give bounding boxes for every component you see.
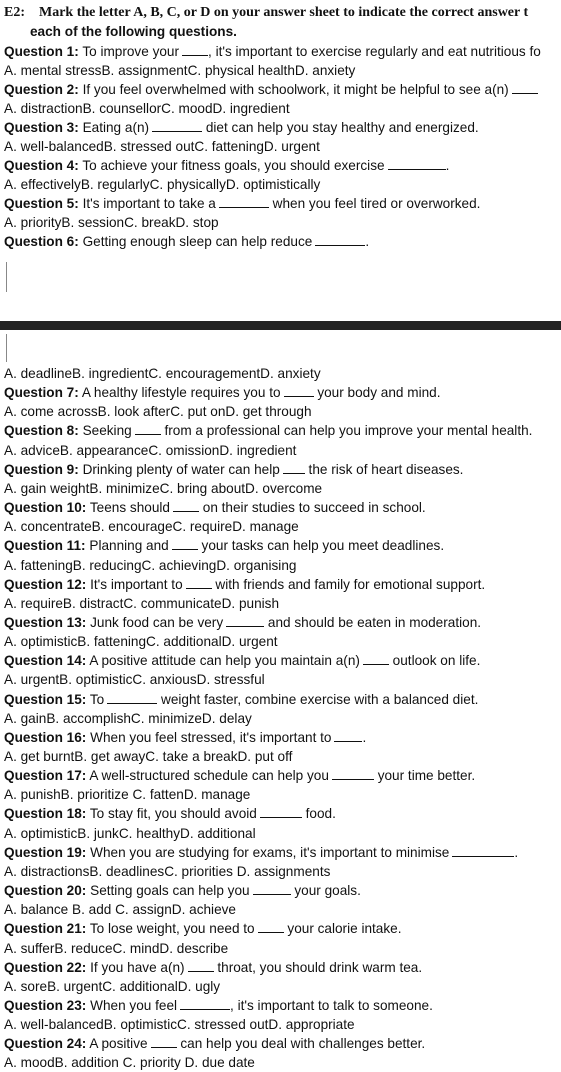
question-number: Question 24: <box>4 1036 87 1052</box>
answer-blank <box>186 576 212 589</box>
question-9 <box>4 460 561 479</box>
options-question-11: A. fatteningB. reducingC. achievingD. organising <box>4 557 297 573</box>
question-text-before: To lose weight, you need to <box>89 921 255 937</box>
question-text-after: diet can help you stay healthy and energized. <box>202 120 479 135</box>
answer-blank <box>283 461 305 474</box>
options-question-3: A. well-balancedB. stressed outC. fatteningD. urgent <box>4 139 320 154</box>
answer-blank <box>315 233 365 246</box>
options-question-15: A. gainB. accomplishC. minimizeD. delay <box>4 710 252 726</box>
answer-blank <box>332 767 374 780</box>
question-number: Question 5: <box>4 196 79 211</box>
options-question-4: A. effectivelyB. regularlyC. physicallyD. optimistically <box>4 177 321 192</box>
question-text-after: can help you deal with challenges better. <box>176 1036 426 1052</box>
question-number: Question 11: <box>4 538 86 554</box>
options-question-16: A. get burntB. get awayC. take a breakD. put off <box>4 749 293 764</box>
question-11 <box>4 536 561 555</box>
question-22 <box>4 958 561 977</box>
answer-blank <box>135 422 161 435</box>
answer-blank <box>107 691 157 704</box>
options-question-22: A. soreB. urgentC. additionalD. ugly <box>4 978 221 994</box>
question-text-before: When you feel <box>90 997 178 1013</box>
question-number: Question 18: <box>4 806 87 822</box>
answer-blank <box>188 959 214 972</box>
question-number: Question 10: <box>4 500 87 516</box>
page-edge-line <box>6 334 7 362</box>
answer-blank <box>284 384 314 397</box>
question-5 <box>4 194 561 213</box>
question-text-after: . <box>445 158 450 173</box>
question-7 <box>4 383 561 402</box>
question-text-after: . <box>514 844 519 860</box>
answer-blank <box>219 195 269 208</box>
question-text-before: A well-structured schedule can help you <box>89 768 329 784</box>
question-10 <box>4 498 561 517</box>
question-number: Question 20: <box>4 883 87 899</box>
answer-blank <box>363 652 389 665</box>
question-text-after: food. <box>301 806 336 822</box>
page-break-divider <box>0 321 561 330</box>
question-text-after: throat, you should drink warm tea. <box>213 959 423 975</box>
question-number: Question 4: <box>4 158 79 173</box>
question-text-after: from a professional can help you improve your mental health. <box>160 423 533 439</box>
options-question-24: A. moodB. addition C. priority D. due date <box>4 1055 255 1071</box>
answer-blank <box>172 537 198 550</box>
question-text-before: If you have a(n) <box>90 959 185 975</box>
question-text-after: with friends and family for emotional support. <box>211 576 486 592</box>
question-text-before: A positive <box>89 1036 148 1052</box>
question-text-after: your time better. <box>373 768 476 784</box>
answer-blank <box>258 920 284 933</box>
question-20 <box>4 881 561 900</box>
question-13 <box>4 613 561 632</box>
page-edge-line <box>6 262 7 292</box>
question-text-after: the risk of heart diseases. <box>304 461 464 477</box>
answer-blank <box>173 499 199 512</box>
exercise-heading <box>4 3 561 22</box>
answer-blank <box>260 805 302 818</box>
question-text-after: your calorie intake. <box>283 921 402 937</box>
options-question-10: A. concentrateB. encourageC. requireD. manage <box>4 519 299 535</box>
question-14 <box>4 651 561 670</box>
options-question-13: A. optimisticB. fatteningC. additionalD. urgent <box>4 634 278 650</box>
question-text-before: Drinking plenty of water can help <box>82 461 280 477</box>
question-number: Question 21: <box>4 921 87 937</box>
question-text-after: on their studies to succeed in school. <box>198 500 426 516</box>
question-15 <box>4 690 561 709</box>
question-16 <box>4 728 561 747</box>
answer-blank <box>151 1035 177 1048</box>
question-number: Question 13: <box>4 614 87 630</box>
question-text-before: It's important to <box>90 576 183 592</box>
options-question-6: A. deadlineB. ingredientC. encouragementD. anxiety <box>4 366 321 381</box>
options-question-1: A. mental stressB. assignmentC. physical healthD. anxiety <box>4 63 356 78</box>
question-3 <box>4 118 561 137</box>
question-text-before: To stay fit, you should avoid <box>89 806 257 822</box>
question-4 <box>4 156 561 175</box>
question-text-before: Setting goals can help you <box>90 883 250 899</box>
question-number: Question 6: <box>4 234 79 249</box>
question-number: Question 22: <box>4 959 87 975</box>
question-text-before: To <box>89 691 105 707</box>
options-question-2: A. distractionB. counsellorC. moodD. ingredient <box>4 101 290 116</box>
question-text-after: and should be eaten in moderation. <box>264 614 482 630</box>
question-text-after: your goals. <box>290 883 361 899</box>
question-21 <box>4 919 561 938</box>
question-text-before: To achieve your fitness goals, you should exercise <box>82 158 385 173</box>
question-24 <box>4 1034 561 1053</box>
question-number: Question 15: <box>4 691 87 707</box>
answer-blank <box>388 157 446 170</box>
question-text-before: Junk food can be very <box>90 614 224 630</box>
question-number: Question 3: <box>4 120 79 135</box>
question-12 <box>4 575 561 594</box>
question-number: Question 14: <box>4 653 87 669</box>
instruction-line-2: each of the following questions. <box>30 24 237 39</box>
question-18 <box>4 804 561 823</box>
question-number: Question 12: <box>4 576 87 592</box>
answer-blank <box>152 119 202 132</box>
question-text-before: Getting enough sleep can help reduce <box>82 234 313 249</box>
question-number: Question 19: <box>4 844 87 860</box>
question-text-after: your body and mind. <box>313 385 441 401</box>
question-text-before: Planning and <box>89 538 169 554</box>
question-text-before: Teens should <box>89 500 170 516</box>
question-text-after: . <box>362 729 367 745</box>
options-question-20: A. balance B. add C. assignD. achieve <box>4 902 236 918</box>
question-text-before: A healthy lifestyle requires you to <box>81 385 281 401</box>
instruction-line-1: Mark the letter A, B, C, or D on your answer sheet to indicate the correct answer t <box>39 5 529 20</box>
question-number: Question 16: <box>4 729 87 745</box>
question-text-after: your tasks can help you meet deadlines. <box>197 538 445 554</box>
question-6 <box>4 232 561 251</box>
question-23 <box>4 996 561 1015</box>
exercise-label: E2: <box>4 5 25 20</box>
question-text-after: , it's important to exercise regularly and eat nutritious fo <box>208 44 541 59</box>
options-question-23: A. well-balancedB. optimisticC. stressed outD. appropriate <box>4 1017 355 1033</box>
question-text-after: when you feel tired or overworked. <box>268 196 481 211</box>
options-question-7: A. come acrossB. look afterC. put onD. get through <box>4 404 312 420</box>
question-text-after: weight faster, combine exercise with a balanced diet. <box>157 691 479 707</box>
question-text-before: When you are studying for exams, it's important to minimise <box>90 844 450 860</box>
answer-blank <box>182 43 208 56</box>
question-number: Question 8: <box>4 423 79 439</box>
answer-blank <box>180 997 230 1010</box>
question-number: Question 2: <box>4 82 79 97</box>
answer-blank <box>452 844 514 857</box>
question-text-before: Seeking <box>82 423 132 439</box>
answer-blank <box>512 81 538 94</box>
question-text-before: If you feel overwhelmed with schoolwork, it might be helpful to see a(n) <box>82 82 509 97</box>
question-19 <box>4 843 561 862</box>
question-text-after: , it's important to talk to someone. <box>230 997 433 1013</box>
question-text-before: It's important to take a <box>82 196 216 211</box>
question-text-before: When you feel stressed, it's important to <box>90 729 332 745</box>
question-text-after: outlook on life. <box>388 653 481 669</box>
answer-blank <box>253 882 291 895</box>
question-8 <box>4 421 561 440</box>
question-number: Question 23: <box>4 997 87 1013</box>
options-question-12: A. requireB. distractC. communicateD. punish <box>4 595 280 611</box>
question-number: Question 7: <box>4 385 79 401</box>
question-text-before: To improve your <box>82 44 180 59</box>
question-number: Question 9: <box>4 461 79 477</box>
question-number: Question 1: <box>4 44 79 59</box>
question-1 <box>4 42 561 61</box>
question-2 <box>4 80 561 99</box>
question-number: Question 17: <box>4 768 87 784</box>
options-question-19: A. distractionsB. deadlinesC. priorities D. assignments <box>4 863 331 879</box>
question-text-after: . <box>365 234 370 249</box>
options-question-14: A. urgentB. optimisticC. anxiousD. stressful <box>4 672 265 688</box>
answer-blank <box>334 729 362 742</box>
question-17 <box>4 766 561 785</box>
answer-blank <box>226 614 264 627</box>
options-question-5: A. priorityB. sessionC. breakD. stop <box>4 215 219 230</box>
options-question-9: A. gain weightB. minimizeC. bring aboutD. overcome <box>4 480 323 496</box>
options-question-18: A. optimisticB. junkC. healthyD. additional <box>4 825 256 841</box>
options-question-21: A. sufferB. reduceC. mindD. describe <box>4 940 229 956</box>
options-question-17: A. punishB. prioritize C. fattenD. manage <box>4 787 251 803</box>
question-text-before: Eating a(n) <box>82 120 150 135</box>
options-question-8: A. adviceB. appearanceC. omissionD. ingredient <box>4 442 297 458</box>
question-text-before: A positive attitude can help you maintain a(n) <box>89 653 360 669</box>
